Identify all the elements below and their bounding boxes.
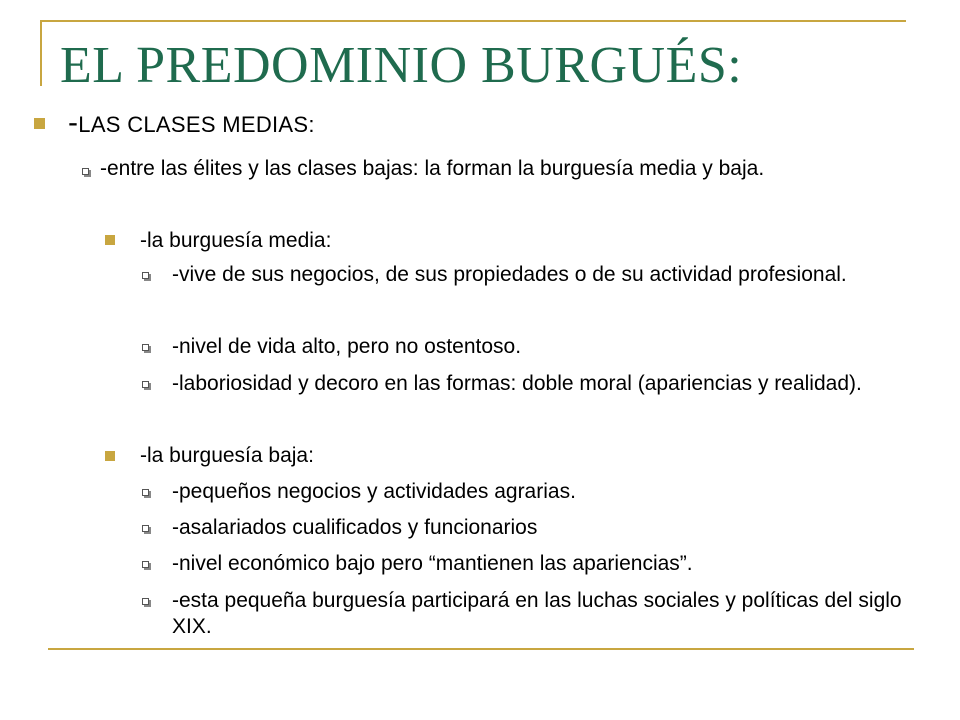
- checkbox-bullet-icon: [142, 525, 149, 532]
- checkbox-bullet-icon: [142, 344, 149, 351]
- media-item: -laboriosidad y decoro en las formas: doble moral (apariencias y realidad).: [172, 372, 862, 395]
- section-heading: [68, 106, 315, 139]
- level3-bullet-icon: [105, 235, 115, 245]
- media-item: -vive de sus negocios, de sus propiedades o de su actividad profesional.: [172, 263, 847, 286]
- level1-bullet-icon: [34, 118, 45, 129]
- checkbox-bullet-icon: [142, 272, 149, 279]
- level3-bullet-icon: [105, 451, 115, 461]
- baja-item: -asalariados cualificados y funcionarios: [172, 516, 538, 539]
- checkbox-bullet-icon: [142, 381, 149, 388]
- checkbox-bullet-icon: [82, 168, 89, 175]
- media-label: -la burguesía media:: [140, 229, 332, 252]
- checkbox-bullet-icon: [142, 598, 149, 605]
- frame-bottom-rule: [48, 648, 914, 650]
- frame-left-rule: [40, 20, 42, 86]
- heading-dash: -: [68, 106, 79, 139]
- frame-top-rule: [40, 20, 906, 22]
- slide-title: EL PREDOMINIO BURGUÉS:: [60, 37, 743, 94]
- baja-item: -pequeños negocios y actividades agrarias.: [172, 480, 576, 503]
- baja-label: -la burguesía baja:: [140, 444, 314, 467]
- media-item: -nivel de vida alto, pero no ostentoso.: [172, 335, 522, 358]
- heading-text: LAS CLASES MEDIAS:: [78, 112, 315, 137]
- checkbox-bullet-icon: [142, 489, 149, 496]
- intro-text: -entre las élites y las clases bajas: la forman la burguesía media y baja.: [100, 157, 765, 180]
- baja-item: -esta pequeña burguesía participará en las luchas sociales y políticas del siglo XIX.: [172, 589, 902, 638]
- baja-item: -nivel económico bajo pero “mantienen las apariencias”.: [172, 552, 693, 575]
- checkbox-bullet-icon: [142, 561, 149, 568]
